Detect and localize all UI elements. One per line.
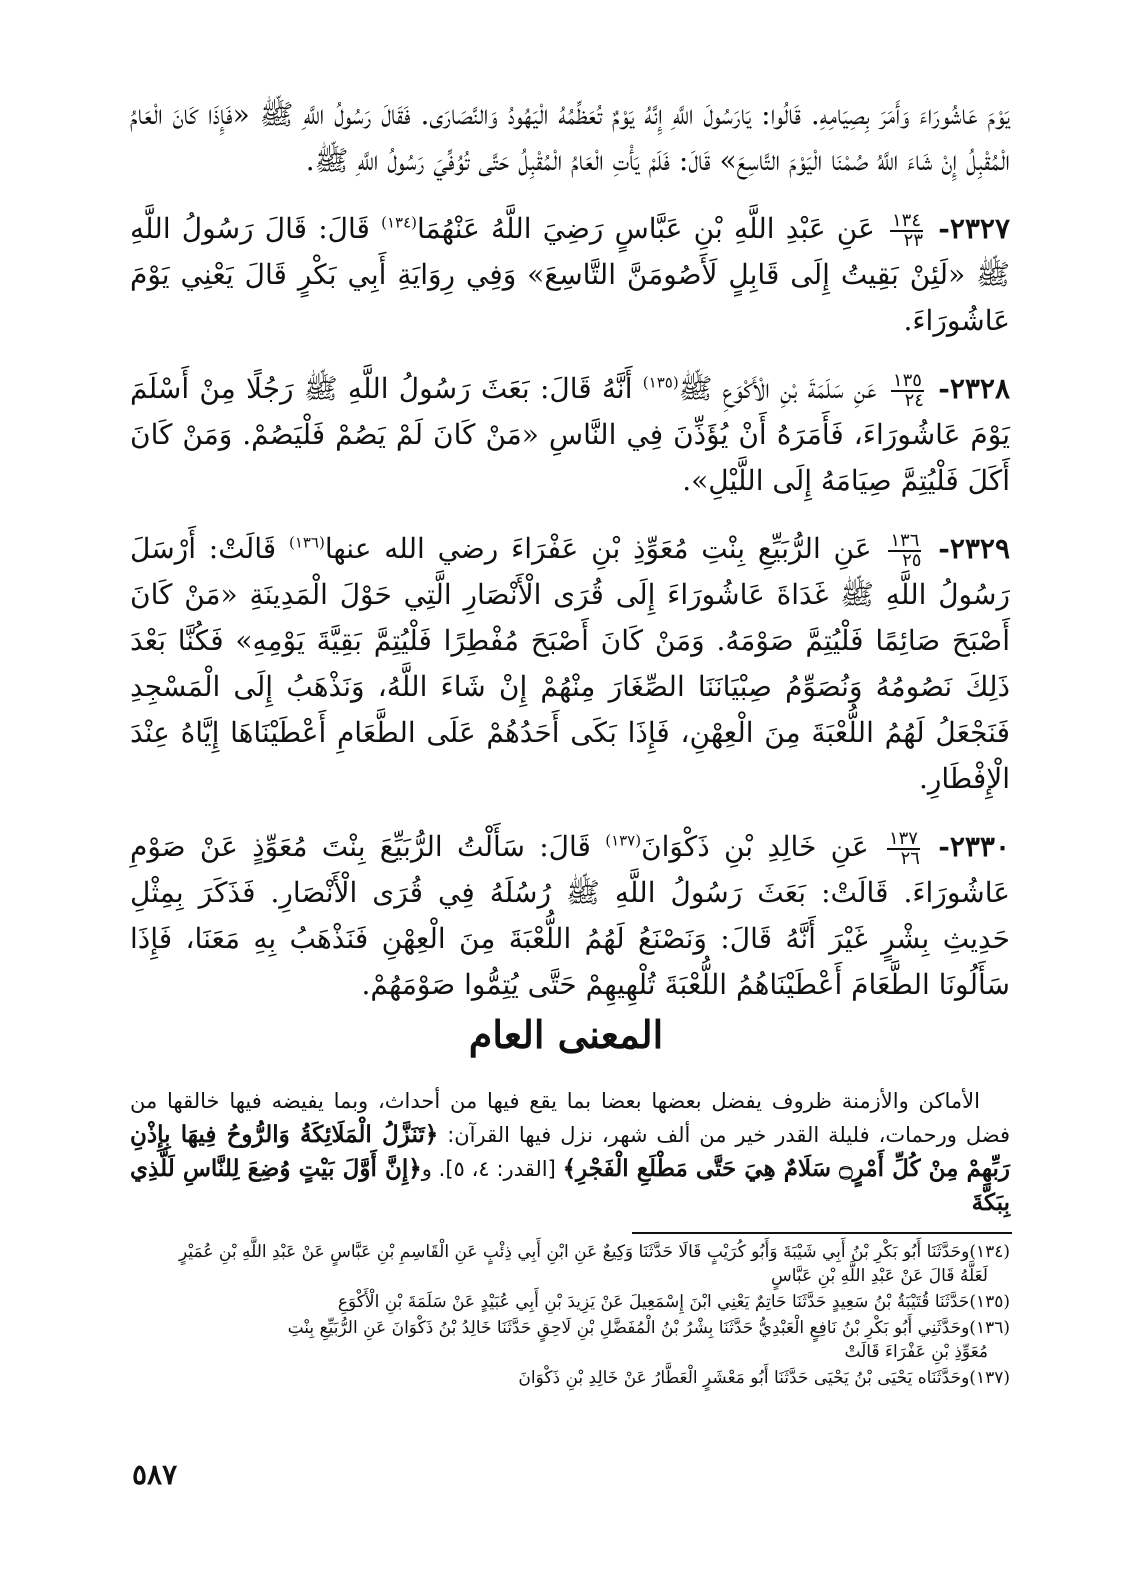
hadith-fraction bbox=[888, 529, 922, 571]
paragraph-text: قَالَتْ: أَرْسَلَ رَسُولُ اللَّهِ ﷺ غَدَاةَ عَاشُورَاءَ إِلَى قُرَى الْأَنْصَارِ الَّتِي حَوْلَ الْمَدِينَةِ «مَنْ كَانَ أَصْبَحَ صَائِمًا فَلْيُتِمَّ صَوْمَهُ. وَمَنْ كَانَ أَصْبَحَ مُفْطِرًا فَلْيُتِمَّ بَقِيَّةَ يَوْمِهِ» فَكُنَّا بَعْدَ ذَلِكَ نَصُومُهُ وَنُصَوِّمُ صِبْيَانَنَا الصِّغَارَ مِنْهُمْ إِنْ شَاءَ اللَّهُ، وَنَذْهَبُ إِلَى الْمَسْجِدِ فَنَجْعَلُ لَهُمُ اللُّعْبَةَ مِنَ الْعِهْنِ، فَإِذَا بَكَى أَحَدُهُمْ عَلَى الطَّعَامِ أَعْطَيْنَاهَا إِيَّاهُ عِنْدَ الْإِفْطَارِ. bbox=[130, 532, 1010, 795]
footnote-line: (١٣٦)وحَدَّثَنِي أَبُو بَكْرِ بْنُ نَافِعٍ الْعَبْدِيُّ حَدَّثَنَا بِشْرُ بْنُ الْمُفَضَّلِ بْنِ لَاحِقٍ حَدَّثَنَا خَالِدُ بْنُ ذَكْوَانَ عَنِ الرُّبَيِّعِ بِنْتِ bbox=[287, 1318, 1010, 1338]
hadith-fraction bbox=[887, 827, 920, 869]
paragraph-text: قَالَ: قَالَ رَسُولُ اللَّهِ ﷺ «لَئِنْ بَقِيتُ إِلَى قَابِلٍ لَأَصُومَنَّ التَّاسِعَ» وَفِي رِوَايَةِ أَبِي بَكْرٍ قَالَ يَعْنِي يَوْمَ عَاشُورَاءَ. bbox=[130, 212, 1010, 337]
fraction-bottom: ٢٥ bbox=[902, 549, 922, 571]
footnote bbox=[130, 1316, 1010, 1364]
fraction-top: ١٣٥ bbox=[892, 369, 922, 391]
paragraph-text: يَوْمَ عَاشُورَاءَ وَأَمَرَ بِصِيَامِهِ. قَالُوا: يَارَسُولَ اللَّهِ إِنَّهُ يَوْمٌ تُعَظِّمُهُ الْيَهُودُ وَالنَّصَارَى. فَقَالَ رَسُولُ اللَّهِ ﷺ «فَإِذَا كَانَ الْعَامُ الْمُقْبِلُ إِنْ شَاءَ اللَّهُ صُمْنَا الْيَوْمَ التَّاسِعَ» قَالَ: فَلَمْ يَأْتِ الْعَامُ الْمُقْبِلُ حَتَّى تُوُفِّيَ رَسُولُ اللَّهِ ﷺ. bbox=[130, 98, 1010, 177]
footnote-ref: (١٣٥) bbox=[642, 373, 679, 392]
footnote-line: مُعَوِّذِ بْنِ عَفْرَاءَ قَالَتْ bbox=[844, 1342, 988, 1362]
hadith-2328 bbox=[130, 366, 1010, 504]
fraction-bottom: ٢٦ bbox=[900, 847, 920, 869]
footnote-line: (١٣٤)وحَدَّثَنَا أَبُو بَكْرِ بْنُ أَبِي شَيْبَةَ وَأَبُو كُرَيْبٍ قَالَا حَدَّثَنَا وَكِيعٌ عَنِ ابْنِ أَبِي ذِئْبٍ عَنِ الْقَاسِمِ بْنِ عَبَّاسٍ عَنْ عَبْدِ اللَّهِ بْنِ عُمَيْرٍ bbox=[179, 1242, 1010, 1262]
fraction-top: ١٣٦ bbox=[890, 529, 920, 551]
footnote-ref: (١٣٤) bbox=[381, 213, 417, 232]
paragraph-text: أَنَّهُ قَالَ: بَعَثَ رَسُولُ اللَّهِ ﷺ رَجُلًا مِنْ أَسْلَمَ يَوْمَ عَاشُورَاءَ، فَأَمَرَهُ أَنْ يُؤَذِّنَ فِي النَّاسِ «مَنْ كَانَ لَمْ يَصُمْ فَلْيَصُمْ. وَمَنْ كَانَ أَكَلَ فَلْيُتِمَّ صِيَامَهُ إِلَى اللَّيْلِ». bbox=[130, 372, 1010, 497]
hadith-text-block bbox=[130, 92, 1010, 1030]
hadith-number: ٢٣٢٩- bbox=[938, 532, 1010, 565]
footnote-line: (١٣٧)وحَدَّثَنَاه يَحْيَى بْنُ يَحْيَى حَدَّثَنَا أَبُو مَعْشَرٍ الْعَطَّارُ عَنْ خَالِدِ بْنِ ذَكْوَانَ bbox=[518, 1368, 1010, 1388]
hadith-2327 bbox=[130, 206, 1010, 344]
hadith-fraction bbox=[891, 369, 924, 411]
footnote-line: لَعَلَّهُ قَالَ عَنْ عَبْدِ اللَّهِ بْنِ عَبَّاسٍ bbox=[770, 1266, 988, 1286]
section-heading: المعنى العام bbox=[468, 1012, 664, 1057]
fraction-bottom: ٢٣ bbox=[903, 229, 924, 251]
footnote bbox=[130, 1240, 1010, 1288]
hadith-continuation-paragraph bbox=[130, 92, 1010, 184]
quran-verse: ﴿تَنَزَّلُ الْمَلَائِكَةُ وَالرُّوحُ فِيهَا بِإِذْنِ رَبِّهِمْ مِنْ كُلِّ أَمْرٍ۝ سَلَامٌ هِيَ حَتَّى مَطْلَعِ الْفَجْرِ﴾ bbox=[130, 1121, 1011, 1182]
narrator: عَنِ سَلَمَةَ بْنِ الْأَكْوَعِ ﷺ bbox=[678, 372, 877, 405]
section-body bbox=[130, 1085, 1010, 1220]
fraction-top: ١٣٧ bbox=[888, 827, 918, 849]
narrator: عَنِ الرُّبَيِّعِ بِنْتِ مُعَوِّذِ بْنِ عَفْرَاءَ رضي الله عنها bbox=[324, 532, 872, 565]
footnote bbox=[130, 1290, 1010, 1314]
footnote-line: (١٣٥)حَدَّثَنَا قُتَيْبَةُ بْنُ سَعِيدٍ حَدَّثَنَا حَاتِمٌ يَعْنِي ابْنَ إِسْمَعِيلَ عَنْ يَزِيدَ بْنِ أَبِي عُبَيْدٍ عَنْ سَلَمَةَ بْنِ الْأَكْوَعِ bbox=[337, 1292, 1010, 1312]
fraction-top: ١٣٤ bbox=[892, 209, 922, 231]
footnote-ref: (١٣٧) bbox=[605, 831, 642, 850]
hadith-fraction bbox=[890, 209, 924, 251]
page-number: ٥٨٧ bbox=[132, 1458, 178, 1491]
quran-verse: ﴿إِنَّ أَوَّلَ بَيْتٍ وُضِعَ لِلنَّاسِ لَلَّذِي بِبَكَّةَ bbox=[130, 1155, 1010, 1216]
hadith-number: ٢٣٣٠- bbox=[938, 830, 1010, 863]
hadith-2329 bbox=[130, 526, 1010, 802]
paragraph-text: قَالَ: سَأَلْتُ الرُّبَيِّعَ بِنْتَ مُعَوِّذٍ عَنْ صَوْمِ عَاشُورَاءَ. قَالَتْ: بَعَثَ رَسُولُ اللَّهِ ﷺ رُسُلَهُ فِي قُرَى الْأَنْصَارِ. فَذَكَرَ بِمِثْلِ حَدِيثِ بِشْرٍ غَيْرَ أَنَّهُ قَالَ: وَنَصْنَعُ لَهُمُ اللُّعْبَةَ مِنَ الْعِهْنِ فَنَذْهَبُ بِهِ مَعَنَا، فَإِذَا سَأَلُونَا الطَّعَامَ أَعْطَيْنَاهُمُ اللُّعْبَةَ تُلْهِيهِمْ حَتَّى يُتِمُّوا صَوْمَهُمْ. bbox=[130, 830, 1010, 1001]
hadith-number: ٢٣٢٧- bbox=[938, 212, 1010, 245]
verse-reference: [القدر: ٤، ٥]. و bbox=[421, 1157, 563, 1181]
section-text-part: الأماكن والأزمنة ظروف يفضل بعضها بعضا بما يقع فيها من أحداث، وبما يفيضه فيها خالقها من فضل ورحمات، فليلة القدر خير من ألف شهر، نزل فيها القرآن: bbox=[130, 1089, 1010, 1147]
footnote bbox=[130, 1366, 1010, 1390]
hadith-number: ٢٣٢٨- bbox=[938, 372, 1010, 405]
footnote-divider bbox=[632, 1232, 1012, 1234]
fraction-bottom: ٢٤ bbox=[904, 389, 924, 411]
narrator: عَنِ عَبْدِ اللَّهِ بْنِ عَبَّاسٍ رَضِيَ اللَّهُ عَنْهُمَا bbox=[417, 212, 875, 245]
footnote-ref: (١٣٦) bbox=[288, 533, 325, 552]
hadith-2330 bbox=[130, 824, 1010, 1008]
footnotes bbox=[130, 1240, 1010, 1392]
narrator: عَنِ خَالِدِ بْنِ ذَكْوَانَ bbox=[641, 830, 869, 863]
